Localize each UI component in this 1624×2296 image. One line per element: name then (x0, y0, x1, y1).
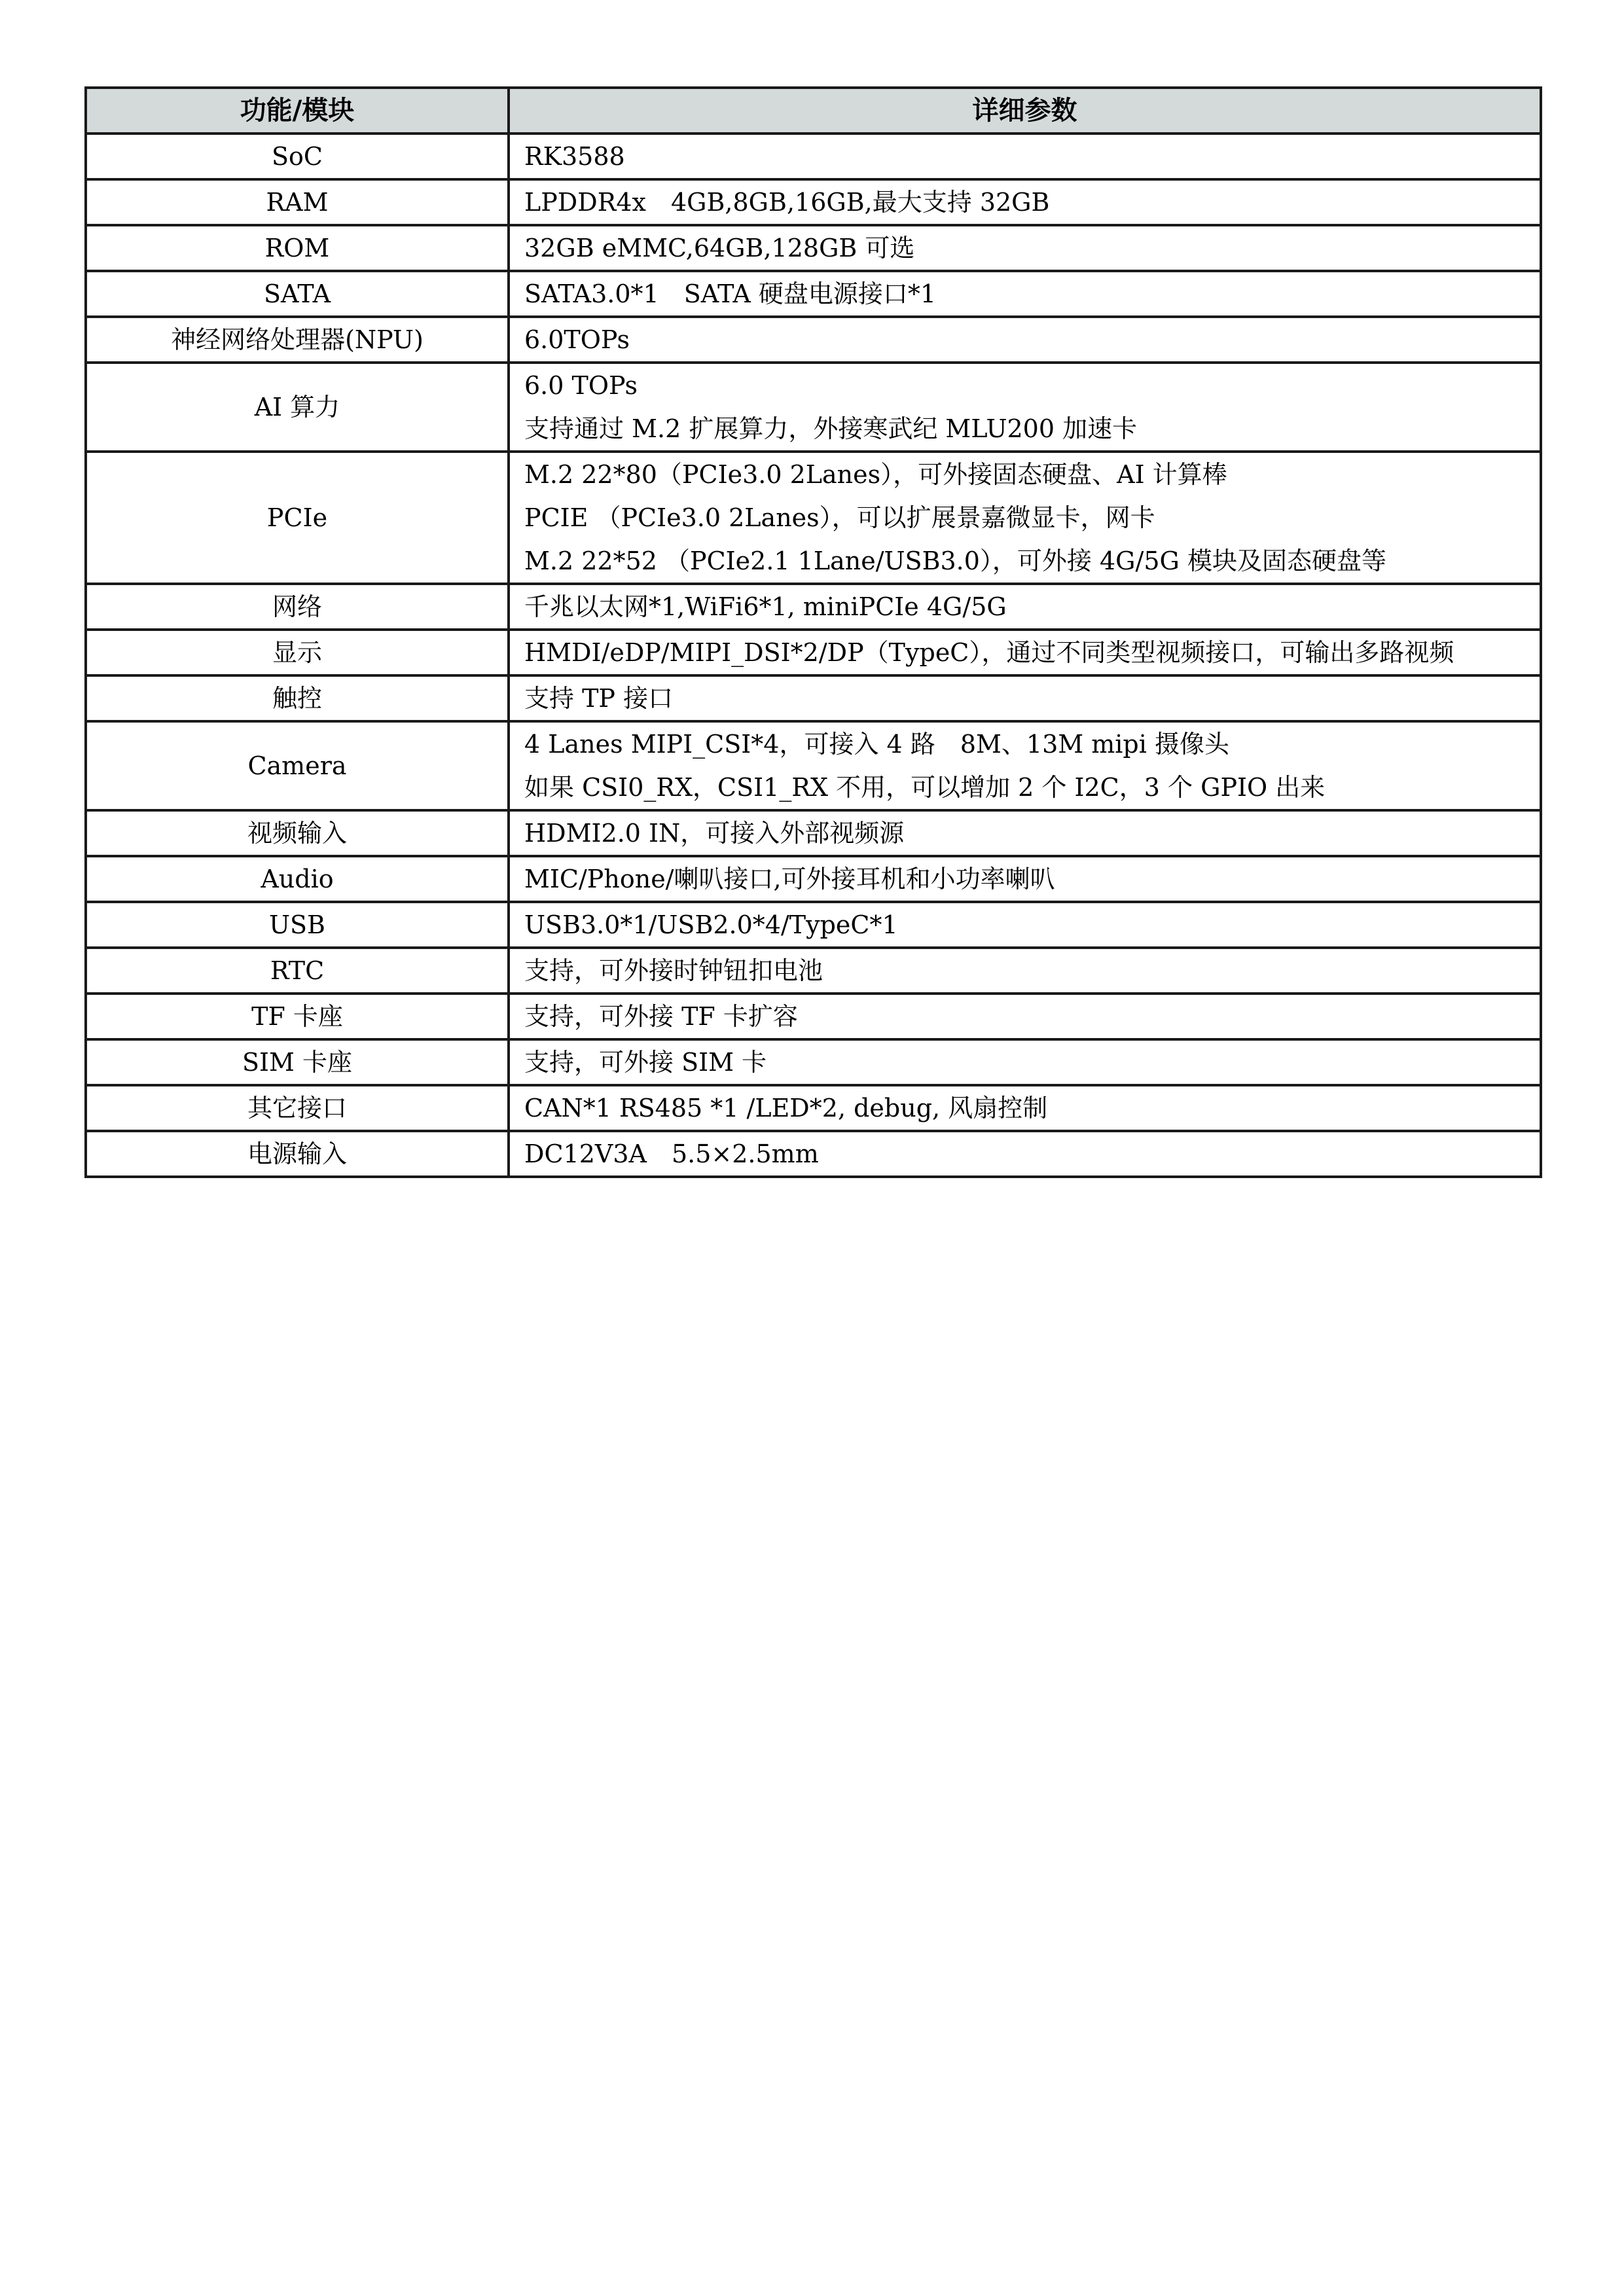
feature-cell: PCIe (86, 452, 509, 584)
column-header-details: 详细参数 (509, 88, 1541, 134)
detail-line: 6.0TOPs (524, 325, 630, 354)
details-cell (509, 994, 1541, 1039)
details-cell (509, 225, 1541, 271)
detail-line: 支持，可外接时钟钮扣电池 (524, 956, 823, 985)
table-row (86, 271, 1541, 317)
details-cell (509, 856, 1541, 902)
details-cell (509, 584, 1541, 630)
table-row (86, 902, 1541, 948)
details-cell (509, 810, 1541, 856)
detail-line: MIC/Phone/喇叭接口,可外接耳机和小功率喇叭 (524, 865, 1055, 893)
feature-cell: RTC (86, 948, 509, 994)
detail-line: M.2 22*80（PCIe3.0 2Lanes），可外接固态硬盘、AI 计算棒 (524, 460, 1227, 489)
table-row (86, 317, 1541, 363)
detail-line: HDMI2.0 IN，可接入外部视频源 (524, 819, 905, 848)
detail-line: 支持 TP 接口 (524, 684, 674, 713)
details-cell (509, 675, 1541, 721)
detail-line: M.2 22*52 （PCIe2.1 1Lane/USB3.0），可外接 4G/5G 模块及固态硬盘等 (524, 547, 1386, 575)
detail-line: 4 Lanes MIPI_CSI*4，可接入 4 路 8M、13M mipi 摄像头 (524, 730, 1229, 759)
table-row (86, 630, 1541, 675)
detail-line: LPDDR4x 4GB,8GB,16GB,最大支持 32GB (524, 188, 1050, 217)
table-row (86, 1085, 1541, 1131)
feature-cell: 视频输入 (86, 810, 509, 856)
spec-table (84, 86, 1542, 1178)
details-cell (509, 630, 1541, 675)
detail-line: 支持，可外接 TF 卡扩容 (524, 1002, 798, 1031)
feature-cell: RAM (86, 179, 509, 225)
table-row (86, 994, 1541, 1039)
table-row (86, 948, 1541, 994)
detail-line: HMDI/eDP/MIPI_DSI*2/DP（TypeC），通过不同类型视频接口，可输出多路视频 (524, 638, 1454, 667)
column-header-feature: 功能/模块 (86, 88, 509, 134)
feature-cell: USB (86, 902, 509, 948)
detail-line: DC12V3A 5.5×2.5mm (524, 1139, 819, 1168)
feature-cell: 其它接口 (86, 1085, 509, 1131)
table-row (86, 1131, 1541, 1177)
feature-cell: Audio (86, 856, 509, 902)
detail-line: SATA3.0*1 SATA 硬盘电源接口*1 (524, 279, 937, 308)
feature-cell: 显示 (86, 630, 509, 675)
details-cell (509, 363, 1541, 452)
details-cell (509, 948, 1541, 994)
table-row (86, 363, 1541, 452)
details-cell (509, 179, 1541, 225)
detail-line: CAN*1 RS485 *1 /LED*2, debug, 风扇控制 (524, 1094, 1048, 1122)
detail-line: PCIE （PCIe3.0 2Lanes），可以扩展景嘉微显卡，网卡 (524, 503, 1155, 532)
details-cell (509, 721, 1541, 810)
detail-line: 6.0 TOPs (524, 371, 638, 400)
table-row (86, 584, 1541, 630)
details-cell (509, 1085, 1541, 1131)
table-row (86, 134, 1541, 179)
detail-line: RK3588 (524, 142, 625, 171)
table-body (86, 134, 1541, 1177)
details-cell (509, 317, 1541, 363)
feature-cell: SATA (86, 271, 509, 317)
table-row (86, 810, 1541, 856)
table-row (86, 856, 1541, 902)
table-row (86, 225, 1541, 271)
table-row (86, 452, 1541, 584)
feature-cell: ROM (86, 225, 509, 271)
detail-line: 如果 CSI0_RX，CSI1_RX 不用，可以增加 2 个 I2C，3 个 GPIO 出来 (524, 773, 1326, 802)
feature-cell: TF 卡座 (86, 994, 509, 1039)
detail-line: 千兆以太网*1,WiFi6*1, miniPCIe 4G/5G (524, 592, 1007, 621)
table-row (86, 721, 1541, 810)
feature-cell: 网络 (86, 584, 509, 630)
header-row (86, 88, 1541, 134)
detail-line: 支持，可外接 SIM 卡 (524, 1048, 767, 1077)
details-cell (509, 1039, 1541, 1085)
feature-cell: 神经网络处理器(NPU) (86, 317, 509, 363)
details-cell (509, 134, 1541, 179)
feature-cell: SoC (86, 134, 509, 179)
feature-cell: 触控 (86, 675, 509, 721)
feature-cell: 电源输入 (86, 1131, 509, 1177)
details-cell (509, 271, 1541, 317)
detail-line: USB3.0*1/USB2.0*4/TypeC*1 (524, 910, 898, 939)
table-row (86, 179, 1541, 225)
table-row (86, 675, 1541, 721)
table-header (86, 88, 1541, 134)
feature-cell: AI 算力 (86, 363, 509, 452)
detail-line: 支持通过 M.2 扩展算力，外接寒武纪 MLU200 加速卡 (524, 414, 1138, 443)
feature-cell: SIM 卡座 (86, 1039, 509, 1085)
details-cell (509, 452, 1541, 584)
table-row (86, 1039, 1541, 1085)
feature-cell: Camera (86, 721, 509, 810)
details-cell (509, 902, 1541, 948)
details-cell (509, 1131, 1541, 1177)
detail-line: 32GB eMMC,64GB,128GB 可选 (524, 234, 915, 262)
